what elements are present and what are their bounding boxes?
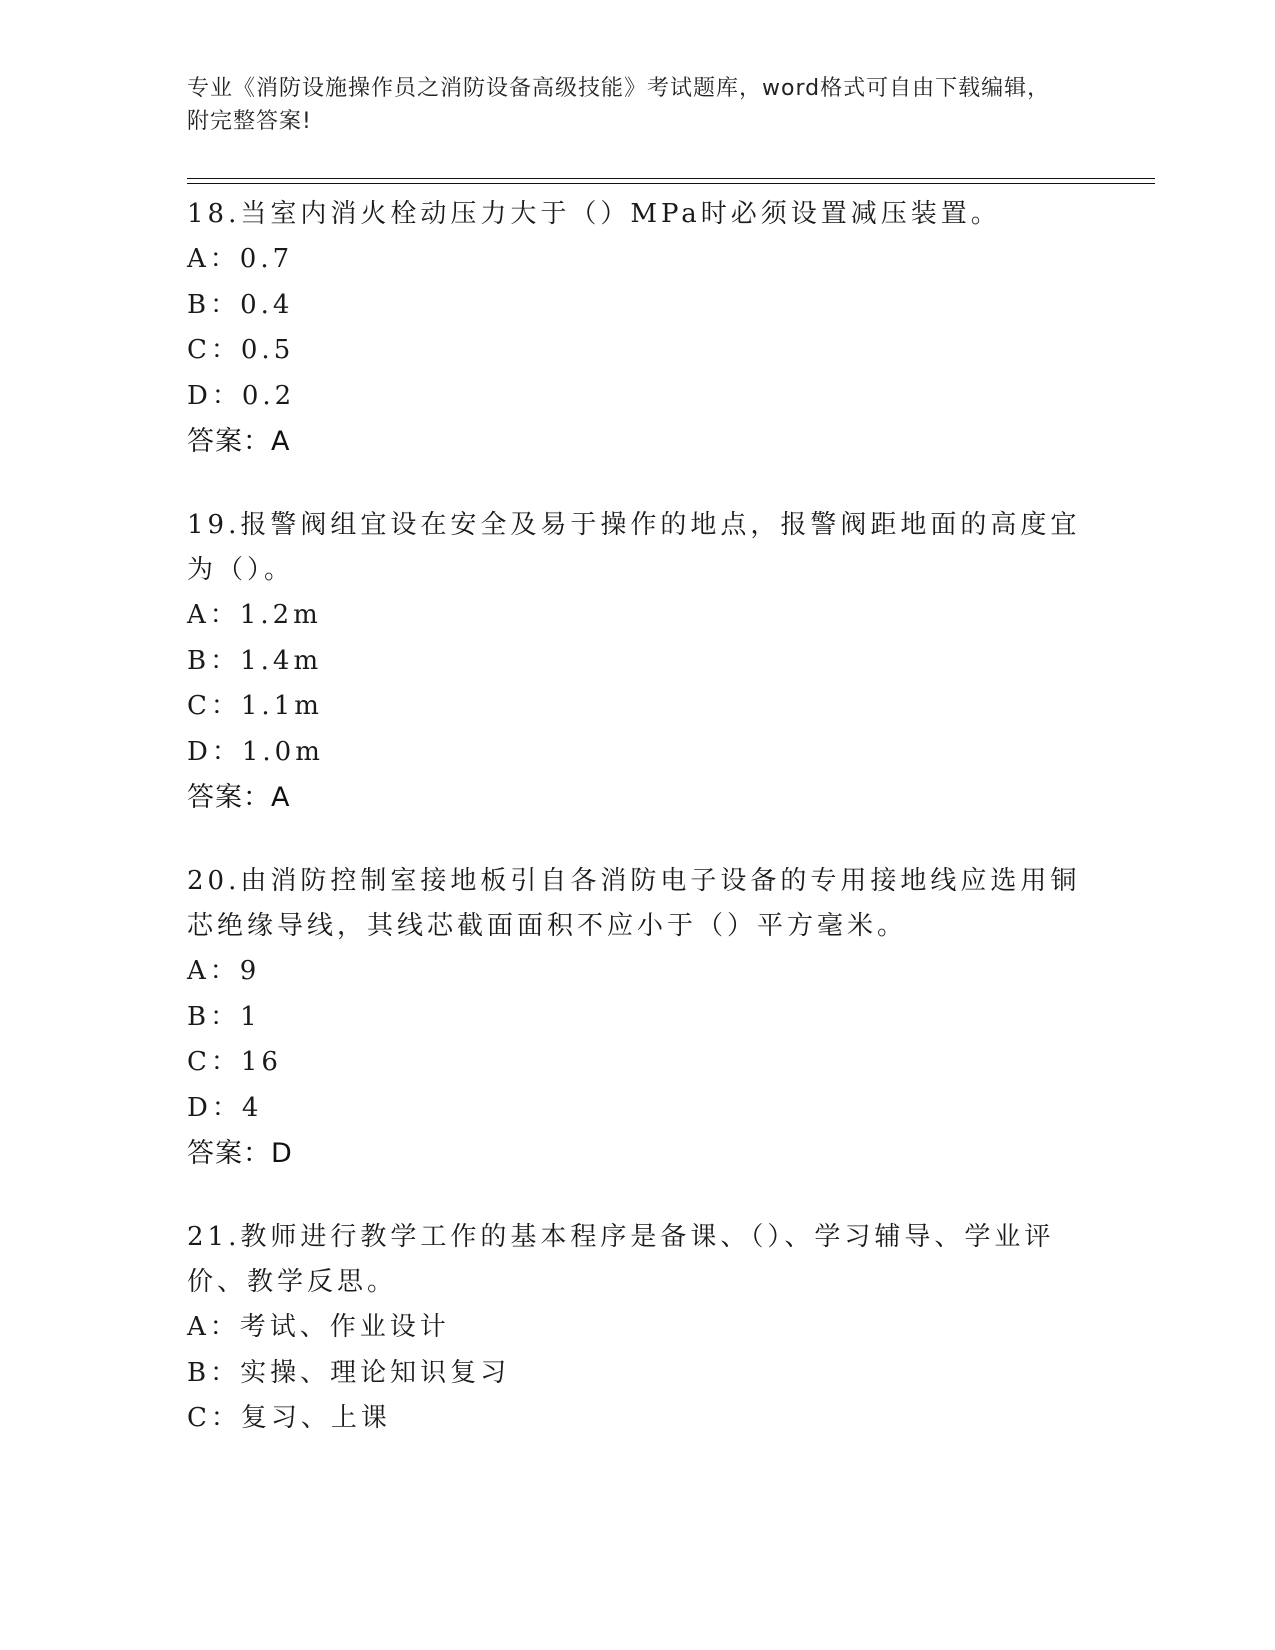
- option-b: B：1: [187, 1001, 261, 1032]
- question-stem: 19.报警阀组宜设在安全及易于操作的地点，报警阀距地面的高度宜为（）。: [187, 510, 1081, 585]
- option-c: C：0.5: [187, 335, 295, 365]
- question-18: [187, 192, 1087, 464]
- question-19: [187, 503, 1087, 820]
- header-intro-text: 专业《消防设施操作员之消防设备高级技能》考试题库，word格式可自由下载编辑，附完整答案!: [187, 76, 1051, 134]
- question-21: [187, 1215, 1087, 1442]
- option-a: A：0.7: [187, 244, 294, 274]
- header-divider-top: [187, 178, 1155, 179]
- option-d: D：0.2: [187, 380, 296, 411]
- option-c: C：1.1m: [187, 691, 323, 721]
- answer-line: 答案：D: [187, 1138, 293, 1169]
- answer-line: 答案：A: [187, 782, 291, 813]
- option-a: A：1.2m: [187, 600, 322, 630]
- option-d: D：4: [187, 1092, 263, 1123]
- option-b: B：0.4: [187, 289, 294, 320]
- question-20: [187, 859, 1087, 1176]
- question-stem: 18.当室内消火栓动压力大于（）MPa时必须设置减压装置。: [187, 199, 1001, 229]
- question-stem: 21.教师进行教学工作的基本程序是备课、（）、学习辅导、学业评价、教学反思。: [187, 1222, 1055, 1297]
- header-divider-bottom: [187, 183, 1155, 184]
- answer-line: 答案：A: [187, 426, 291, 457]
- document-header: [187, 72, 1067, 138]
- option-a: A：考试、作业设计: [187, 1312, 450, 1342]
- question-list: [187, 192, 1087, 1481]
- option-d: D：1.0m: [187, 736, 324, 767]
- option-a: A：9: [187, 956, 261, 986]
- question-stem: 20.由消防控制室接地板引自各消防电子设备的专用接地线应选用铜芯绝缘导线，其线芯截面面积不应小于（）平方毫米。: [187, 866, 1081, 941]
- option-c: C：复习、上课: [187, 1403, 391, 1433]
- option-b: B：实操、理论知识复习: [187, 1357, 511, 1388]
- option-c: C：16: [187, 1047, 282, 1077]
- option-b: B：1.4m: [187, 645, 323, 676]
